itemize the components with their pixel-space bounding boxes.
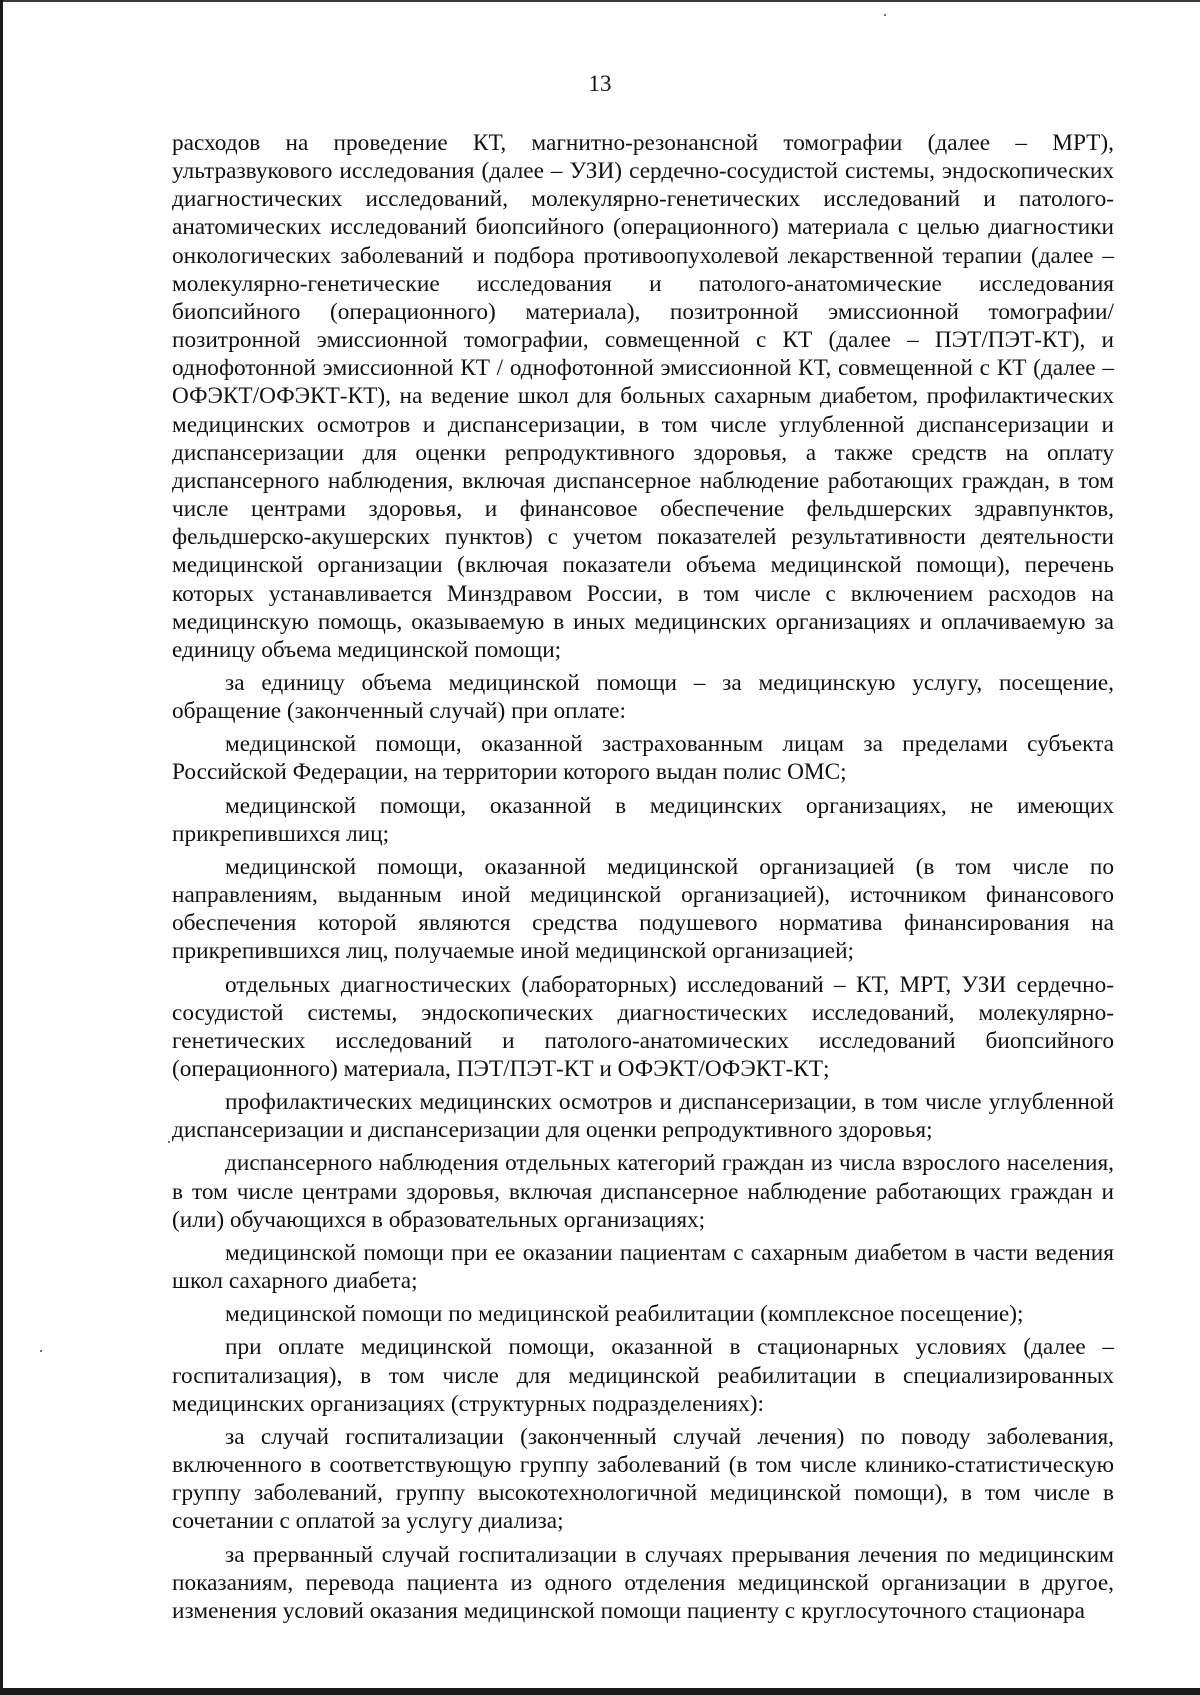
paragraph: медицинской помощи, оказанной застрахованным лицам за пределами субъекта Российской Федерации, на территории которого выдан полис ОМС; [172,731,1114,786]
paragraph: за единицу объема медицинской помощи – за медицинскую услугу, посещение, обращение (законченный случай) при оплате: [172,669,1114,725]
scan-edge-left [0,0,3,1695]
scan-edge-bottom [0,1688,1200,1695]
scan-speck [40,1350,42,1352]
scan-speck [168,1141,170,1143]
paragraph: за прерванный случай госпитализации в случаях прерывания лечения по медицинским показаниям, перевода пациента из одного отделения медицинской организации в другое, изменения условий оказания медицинской помощи пациенту с круглосуточного стационара [172,1541,1114,1624]
scan-speck [884,14,886,16]
page-number: 13 [588,71,612,96]
paragraph: медицинской помощи, оказанной в медицинских организациях, не имеющих прикрепившихся лиц; [172,792,1114,847]
paragraph: расходов на проведение КТ, магнитно-резонансной томографии (далее – МРТ), ультразвукового исследования (далее – УЗИ) сердечно-сосудистой системы, эндоскопических диагностических исследований, молекулярно-генетических исследований и патолого-анатомических исследований биопсийного (операционного) материала с целью диагностики онкологических заболеваний и подбора противоопухолевой лекарственной терапии (далее – молекулярно-генетические исследования и патолого-анатомические исследования биопсийного (операционного) материала), позитронной эмиссионной томографии/позитронной эмиссионной томографии, совмещенной с КТ (далее – ПЭТ/ПЭТ-КТ), и однофотонной эмиссионной КТ / однофотонной эмиссионной КТ, совмещенной с КТ (далее – ОФЭКТ/ОФЭКТ-КТ), на ведение школ для больных сахарным диабетом, профилактических медицинских осмотров и диспансеризации, в том числе углубленной диспансеризации и диспансеризации для оценки репродуктивного здоровья, а также средств на оплату диспансерного наблюдения, включая диспансерное наблюдение работающих граждан, в том числе центрами здоровья, и финансовое обеспечение фельдшерских здравпунктов, фельдшерско-акушерских пунктов) с учетом показателей результативности деятельности медицинской организации (включая показатели объема медицинской помощи), перечень которых устанавливается Минздравом России, в том числе с включением расходов на медицинскую помощь, оказываемую в иных медицинских организациях и оплачиваемую за единицу объема медицинской помощи; [172,130,1114,663]
scan-edge-top [0,0,1200,2]
paragraph: отдельных диагностических (лабораторных) исследований – КТ, МРТ, УЗИ сердечно-сосудистой системы, эндоскопических диагностических исследований, молекулярно-генетических исследований и патолого-анатомических исследований биопсийного (операционного) материала, ПЭТ/ПЭТ-КТ и ОФЭКТ/ОФЭКТ-КТ; [172,971,1114,1082]
paragraph: профилактических медицинских осмотров и диспансеризации, в том числе углубленной диспансеризации и диспансеризации для оценки репродуктивного здоровья; [172,1089,1114,1144]
paragraph: диспансерного наблюдения отдельных категорий граждан из числа взрослого населения, в том числе центрами здоровья, включая диспансерное наблюдение работающих граждан и (или) обучающихся в образовательных организациях; [172,1150,1114,1233]
paragraph: за случай госпитализации (законченный случай лечения) по поводу заболевания, включенного в соответствующую группу заболеваний (в том числе клинико-статистическую группу заболеваний, группу высокотехнологичной медицинской помощи), в том числе в сочетании с оплатой за услугу диализа; [172,1423,1114,1535]
paragraph: медицинской помощи, оказанной медицинской организацией (в том числе по направлениям, выданным иной медицинской организацией), источником финансового обеспечения которой являются средства подушевого норматива финансирования на прикрепившихся лиц, получаемые иной медицинской организацией; [172,853,1114,965]
paragraph: при оплате медицинской помощи, оказанной в стационарных условиях (далее – госпитализация), в том числе для медицинской реабилитации в специализированных медицинских организациях (структурных подразделениях): [172,1334,1114,1417]
paragraph: медицинской помощи при ее оказании пациентам с сахарным диабетом в части ведения школ сахарного диабета; [172,1239,1114,1295]
paragraph: медицинской помощи по медицинской реабилитации (комплексное посещение); [225,1301,1024,1328]
document-body [172,129,1114,1625]
